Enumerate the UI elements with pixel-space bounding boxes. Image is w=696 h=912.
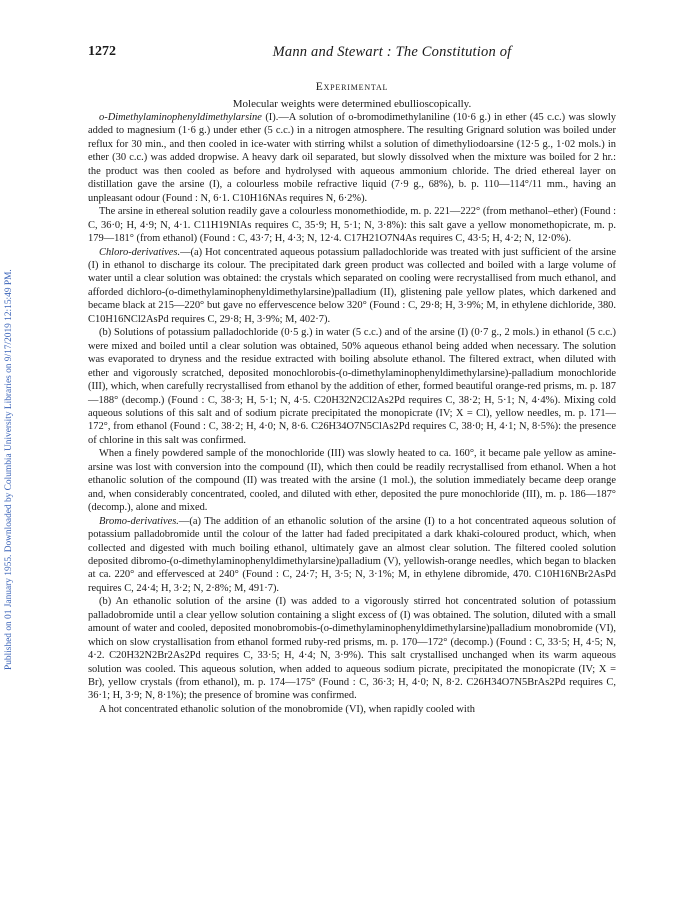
paragraph-chloro-b <box>88 326 616 447</box>
paragraph-text: (b) An ethanolic solution of the arsine (I) was added to a vigorously stirred hot concentrated solution of potassium palladobromide until a clear yellow solution containing a slight excess of (I) was obtained. The solution, diluted with a small amount of water and cooled, deposited monobromobis-(o-dimethylaminophenyldimethylarsine)palladium monobromide (VI), which on slow crystallisation from ethanol formed ruby-red prisms, m. p. 170—172° (decomp.) (Found : C, 33·5; H, 4·5; N, 4·2. C20H32N2Br2As2Pd requires C, 33·5; H, 4·4; N, 3·9%). This salt crystallised unchanged when its warm aqueous solution was cooled. This aqueous solution, when added to aqueous sodium picrate, precipitated the monopicrate (IV; X = Br), yellow crystals (from ethanol), m. p. 174—175° (Found : C, 36·3; H, 4·0; N, 8·2. C26H34O7N5BrAs2Pd requires C, 36·1; H, 3·9; N, 8·1%); the presence of bromine was confirmed. <box>88 596 616 702</box>
page-header <box>88 44 616 64</box>
paragraph-text: —(a) The addition of an ethanolic solution of the arsine (I) to a hot concentrated aqueous solution of potassium palladobromide until the colour of the latter had faded precipitated a dark khaki-coloured product, which, when collected and digested with much boiling ethanol, ultimately gave an almost clear solution. The filtered cooled solution deposited dibromo-(o-dimethylaminophenyldimethylarsine)palladium (V), yellowish-orange needles, which began to blacken at ca. 220° and effervesced at 240° (Found : C, 24·7; H, 3·5; N, 3·1%; M, in ethylene dibromide, 470. C10H16NBr2AsPd requires C, 24·4; H, 3·2; N, 2·8%; M, 491·7). <box>88 515 616 594</box>
paragraph-text: —(a) Hot concentrated aqueous potassium palladochloride was treated with just sufficient of the arsine (I) in ethanol to discharge its colour. The precipitated dark green product was collected and boiled with a large volume of water until a clear solution was obtained: the crystals which separated on cooling were recrystallised from much ethanol, and afforded dichloro-(o-dimethylaminophenyldimethylarsine)palladium (II), glistening pale yellow plates, which darkened and became black at 215—220° but gave no effervescence below 320° (Found : C, 29·8; H, 3·9%; M, in ethylene dichloride, 380. C10H16NCl2AsPd requires C, 29·8; H, 3·9%; M, 402·7). <box>88 246 616 325</box>
paragraph-lead: o-Dimethylaminophenyldimethylarsine <box>99 112 262 123</box>
paragraph-chloro-a <box>88 246 616 327</box>
paragraph-bromo-b <box>88 595 616 703</box>
paragraph-monochloride-heating <box>88 447 616 514</box>
paragraph-text: A hot concentrated ethanolic solution of the monobromide (VI), when rapidly cooled with <box>99 703 475 715</box>
paragraph-lead: Bromo-derivatives. <box>99 515 179 527</box>
paragraph-arsine <box>88 111 616 205</box>
paragraph-lead: Chloro-derivatives. <box>99 246 181 258</box>
body-text <box>88 111 616 716</box>
paragraph-bromo-a <box>88 515 616 596</box>
paragraph-text: When a finely powdered sample of the monochloride (III) was slowly heated to ca. 160°, it became pale yellow as amine-arsine was lost with conversion into the compound (II), which then could be readily recrystallised from ethanol. When a hot ethanolic solution of the compound (II) was treated with the arsine (1 mol.), the solution immediately became deep orange and, when considerably concentrated, cooled, and diluted with ether, deposited the pure monochloride (III), m. p. 186—187° (decomp.), alone and mixed. <box>88 448 616 514</box>
download-watermark-text: Published on 01 January 1955. Downloaded by Columbia University Libraries on 9/17/2019 12:15:49 PM. <box>4 269 14 670</box>
paragraph-text: The arsine in ethereal solution readily gave a colourless monomethiodide, m. p. 221—222° (from methanol–ether) (Found : C, 36·0; H, 4·9; N, 4·1. C11H19NIAs requires C, 35·9; H, 5·1; N, 3·8%): this salt gave a yellow monomethopicrate, m. p. 179—181° (from ethanol) (Found : C, 43·7; H, 4·3; N, 12·4. C17H21O7N4As requires C, 43·5; H, 4·2; N, 12·0%). <box>88 206 616 245</box>
intro-line: Molecular weights were determined ebullioscopically. <box>232 98 472 110</box>
paragraph-text: (b) Solutions of potassium palladochloride (0·5 g.) in water (5 c.c.) and of the arsine (I) (0·7 g., 2 mols.) in ethanol (5 c.c.) were mixed and boiled until a clear solution was obtained, 50% aqueous ethanol being added when necessary. The solution was evaporated to dryness and the residue extracted with boiling absolute ethanol. The filtered extract, when diluted with ether and vigorously scratched, deposited monochlorobis-(o-dimethylaminophenyldimethylarsine)-palladium monochloride (III), which, when carefully recrystallised from ethanol by the addition of ether, formed beautiful orange-red prisms, m. p. 187—188° (decomp.) (Found : C, 38·3; H, 5·1; N, 4·5. C20H32N2Cl2As2Pd requires C, 38·2; H, 5·1; N, 4·4%). Mixing cold aqueous solutions of this salt and of sodium picrate precipitated the monopicrate (IV; X = Cl), yellow needles, m. p. 171—172°, from ethanol (Found : C, 38·2; H, 4·0; N, 8·6. C26H34O7N5ClAs2Pd requires C, 38·0; H, 4·1; N, 8·5%): the presence of chlorine in this salt was confirmed. <box>88 327 616 446</box>
running-title: Mann and Stewart : The Constitution of <box>272 44 512 60</box>
paragraph-final <box>88 703 616 716</box>
page-number: 1272 <box>88 44 116 59</box>
download-watermark <box>2 70 18 670</box>
paragraph-methiodide <box>88 205 616 245</box>
section-title: Experimental <box>315 81 389 93</box>
paragraph-text: (I).—A solution of o-bromodimethylaniline (10·6 g.) in ether (45 c.c.) was slowly added to magnesium (1·6 g.) under ether (5 c.c.) in a nitrogen atmosphere. The resulting Grignard solution was boiled under reflux for 30 min., and then cooled in ice-water with stirring whilst a solution of dimethyliodoarsine (12·5 g., 1·02 mols.) in ether (30 c.c.) was added dropwise. A heavy dark oil separated, but slowly dissolved when the mixture was boiled for 2 hr.: the product was then cooled as before and hydrolysed with aqueous ammonium chloride. The dried ethereal layer on distillation gave the arsine (I), a colourless mobile refractive liquid (7·9 g., 68%), b. p. 110—114°/11 mm., having an unpleasant odour (Found : N, 6·1. C10H16NAs requires N, 6·2%). <box>88 112 616 204</box>
